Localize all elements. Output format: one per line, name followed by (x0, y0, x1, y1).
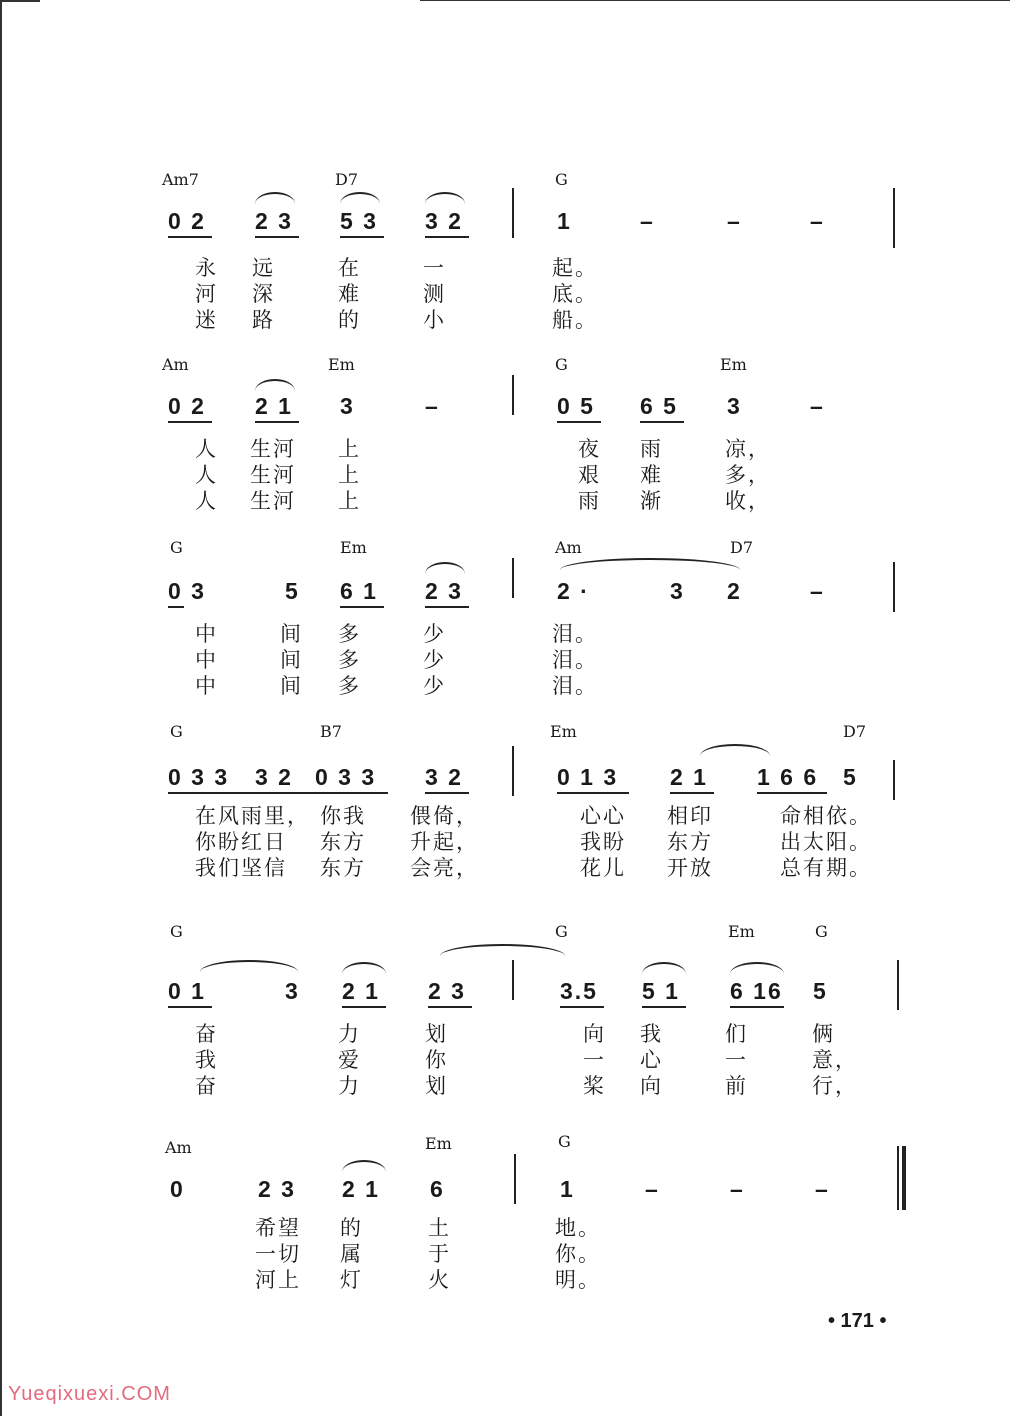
underline (425, 792, 469, 794)
underline (425, 606, 469, 608)
note-group: 2 3 (425, 578, 463, 604)
system-2 (0, 355, 1010, 515)
lyric: 俩 (812, 1022, 835, 1046)
chord: Am (162, 355, 189, 374)
chord: D7 (730, 538, 754, 557)
chord: G (555, 922, 568, 941)
barline (893, 760, 895, 800)
chord: B7 (320, 722, 342, 741)
underline (255, 421, 299, 423)
chord: Em (720, 355, 747, 374)
lyric: 们 (725, 1022, 748, 1046)
lyric: 桨 (583, 1074, 606, 1098)
lyric: 会亮， (410, 856, 479, 880)
chord: G (558, 1132, 571, 1151)
underline (168, 421, 212, 423)
lyric: 升起， (410, 830, 479, 854)
lyric: 奋 (195, 1022, 218, 1046)
lyric: 命相依。 (780, 804, 872, 828)
lyric: 划 (425, 1074, 448, 1098)
underline (670, 792, 714, 794)
note-group: 2 1 (342, 1176, 380, 1202)
lyric: 总有期。 (780, 856, 872, 880)
lyric: 偎倚， (410, 804, 479, 828)
chord: G (170, 922, 183, 941)
underline (557, 421, 601, 423)
note-group: 2 1 (670, 764, 708, 790)
chord: Em (328, 355, 355, 374)
chord: Em (550, 722, 577, 741)
lyric: 中 (195, 648, 218, 672)
barline (512, 746, 514, 796)
barline (512, 558, 514, 598)
watermark: Yueqixuexi.COM (8, 1383, 171, 1405)
lyric: 上 (338, 489, 361, 513)
lyric: 泪。 (552, 622, 598, 646)
note-group: 2 (727, 578, 742, 604)
lyric: 多， (725, 463, 771, 487)
underline (560, 1006, 604, 1008)
system-5 (0, 922, 1010, 1098)
lyric: 难 (338, 282, 361, 306)
lyric: 力 (338, 1074, 361, 1098)
lyric: 属 (340, 1242, 363, 1266)
lyric: 土 (428, 1216, 451, 1240)
slur (560, 558, 740, 570)
lyric: 人 (195, 489, 218, 513)
lyric: 东方 (320, 830, 366, 854)
slur (440, 944, 565, 956)
lyric: 少 (423, 674, 446, 698)
page-number: • 171 • (828, 1310, 887, 1332)
lyric: 你 (425, 1048, 448, 1072)
note-group: – (425, 393, 440, 419)
lyric: 永 (195, 256, 218, 280)
lyric: 小 (423, 308, 446, 332)
lyric: 艰 (578, 463, 601, 487)
lyric: 我盼 (580, 830, 626, 854)
chord: Em (728, 922, 755, 941)
lyric: 中 (195, 674, 218, 698)
note-group: 0 3 (168, 578, 206, 604)
barline (514, 1154, 516, 1204)
lyric: 间 (280, 648, 303, 672)
barline (893, 188, 895, 248)
lyric: 一切 (255, 1242, 301, 1266)
note-group: 5 (843, 764, 858, 790)
lyric: 在风雨里， (195, 804, 310, 828)
lyric: 你。 (555, 1242, 601, 1266)
slur (255, 192, 295, 204)
lyric: 心心 (580, 804, 626, 828)
lyric: 底。 (552, 282, 598, 306)
lyric: 雨 (640, 437, 663, 461)
chord: G (555, 355, 568, 374)
lyric: 明。 (555, 1268, 601, 1292)
slur (700, 744, 770, 756)
lyric: 远 (252, 256, 275, 280)
lyric: 船。 (552, 308, 598, 332)
lyric: 渐 (640, 489, 663, 513)
lyric: 河 (195, 282, 218, 306)
note-group: 0 1 (168, 978, 206, 1004)
system-4 (0, 722, 1010, 892)
note-group: – (730, 1176, 745, 1202)
lyric: 相印 (667, 804, 713, 828)
lyric: 收， (725, 489, 771, 513)
lyric: 多 (338, 648, 361, 672)
chord: Em (425, 1134, 452, 1153)
slur (342, 962, 386, 974)
slur (425, 192, 465, 204)
note-group: – (810, 208, 825, 234)
chord: G (170, 722, 183, 741)
lyric: 一 (423, 256, 446, 280)
lyric: 生河 (250, 489, 296, 513)
lyric: 我 (640, 1022, 663, 1046)
slur (642, 962, 686, 974)
underline (340, 606, 384, 608)
slur (342, 1160, 386, 1172)
note-group: – (727, 208, 742, 234)
lyric: 开放 (667, 856, 713, 880)
lyric: 雨 (578, 489, 601, 513)
lyric: 人 (195, 463, 218, 487)
note-group: – (815, 1176, 830, 1202)
lyric: 一 (583, 1048, 606, 1072)
underline (168, 1006, 212, 1008)
note-group: 0 3 3 (168, 764, 230, 790)
note-group: – (640, 208, 655, 234)
lyric: 起。 (552, 256, 598, 280)
top-border-left (0, 0, 40, 2)
lyric: 划 (425, 1022, 448, 1046)
chord: Am (555, 538, 582, 557)
note-group: 5 (285, 578, 300, 604)
lyric: 我们坚信 (195, 856, 287, 880)
lyric: 中 (195, 622, 218, 646)
underline (640, 421, 684, 423)
lyric: 一 (725, 1048, 748, 1072)
lyric: 向 (640, 1074, 663, 1098)
lyric: 意， (812, 1048, 858, 1072)
chord: D7 (335, 170, 359, 189)
lyric: 少 (423, 622, 446, 646)
lyric: 前 (725, 1074, 748, 1098)
note-group: 2 3 (428, 978, 466, 1004)
lyric: 东方 (667, 830, 713, 854)
note-group: 0 (170, 1176, 185, 1202)
note-group: 3 2 (255, 764, 293, 790)
barline (512, 960, 514, 1000)
lyric: 深 (252, 282, 275, 306)
note-group: 5 (813, 978, 828, 1004)
note-group: 3 (285, 978, 300, 1004)
note-group: 0 3 3 (315, 764, 377, 790)
note-group: 0 2 (168, 208, 206, 234)
note-group: 6 1 (340, 578, 378, 604)
note-group: 6 16 (730, 978, 783, 1004)
lyric: 心 (640, 1048, 663, 1072)
final-barline-thin (897, 1146, 899, 1210)
lyric: 夜 (578, 437, 601, 461)
lyric: 向 (583, 1022, 606, 1046)
lyric: 迷 (195, 308, 218, 332)
note-group: 2 1 (255, 393, 293, 419)
underline (730, 1006, 784, 1008)
note-group: 2 1 (342, 978, 380, 1004)
lyric: 泪。 (552, 648, 598, 672)
chord: G (170, 538, 183, 557)
barline (512, 188, 514, 238)
lyric: 测 (423, 282, 446, 306)
lyric: 地。 (555, 1216, 601, 1240)
underline (642, 1006, 686, 1008)
system-1 (0, 170, 1010, 340)
underline (425, 236, 469, 238)
system-6 (0, 1132, 1010, 1302)
lyric: 多 (338, 674, 361, 698)
lyric: 爱 (338, 1048, 361, 1072)
lyric: 的 (340, 1216, 363, 1240)
lyric: 生河 (250, 463, 296, 487)
lyric: 你我 (320, 804, 366, 828)
chord: D7 (843, 722, 867, 741)
note-group: 3.5 (560, 978, 598, 1004)
lyric: 花儿 (580, 856, 626, 880)
chord: Em (340, 538, 367, 557)
lyric: 上 (338, 437, 361, 461)
lyric: 灯 (340, 1268, 363, 1292)
lyric: 泪。 (552, 674, 598, 698)
note-group: 2 3 (258, 1176, 296, 1202)
note-group: 6 5 (640, 393, 678, 419)
lyric: 火 (428, 1268, 451, 1292)
underline (168, 792, 388, 794)
barline (512, 375, 514, 415)
underline (168, 606, 184, 608)
lyric: 多 (338, 622, 361, 646)
underline (428, 1006, 472, 1008)
note-group: 3 (340, 393, 355, 419)
lyric: 间 (280, 674, 303, 698)
chord: Am (165, 1138, 192, 1157)
chord: Am7 (162, 170, 199, 189)
note-group: 3 (670, 578, 685, 604)
slur (200, 960, 298, 972)
lyric: 生河 (250, 437, 296, 461)
system-3 (0, 538, 1010, 698)
underline (255, 236, 299, 238)
lyric: 路 (252, 308, 275, 332)
slur (340, 192, 380, 204)
lyric: 的 (338, 308, 361, 332)
note-group: 5 1 (642, 978, 680, 1004)
lyric: 少 (423, 648, 446, 672)
underline (757, 792, 827, 794)
lyric: 东方 (320, 856, 366, 880)
note-group: 1 (557, 208, 572, 234)
barline (893, 562, 895, 612)
lyric: 出太阳。 (780, 830, 872, 854)
note-group: – (645, 1176, 660, 1202)
slur (730, 962, 784, 974)
lyric: 希望 (255, 1216, 301, 1240)
underline (168, 236, 212, 238)
slur (255, 379, 295, 391)
lyric: 你盼红日 (195, 830, 287, 854)
note-group: 2 3 (255, 208, 293, 234)
note-group: 5 3 (340, 208, 378, 234)
note-group: – (810, 393, 825, 419)
barline (897, 960, 899, 1010)
note-group: 3 (727, 393, 742, 419)
lyric: 上 (338, 463, 361, 487)
lyric: 力 (338, 1022, 361, 1046)
top-border-right (420, 0, 1010, 1)
note-group: 0 2 (168, 393, 206, 419)
lyric: 人 (195, 437, 218, 461)
underline (557, 792, 629, 794)
lyric: 在 (338, 256, 361, 280)
note-group: 3 2 (425, 764, 463, 790)
lyric: 河上 (255, 1268, 301, 1292)
lyric: 间 (280, 622, 303, 646)
chord: G (815, 922, 828, 941)
lyric: 我 (195, 1048, 218, 1072)
underline (342, 1006, 386, 1008)
underline (340, 236, 384, 238)
note-group: 1 (560, 1176, 575, 1202)
note-group: 3 2 (425, 208, 463, 234)
lyric: 奋 (195, 1074, 218, 1098)
note-group: 1 6 6 (757, 764, 819, 790)
lyric: 于 (428, 1242, 451, 1266)
note-group: 0 5 (557, 393, 595, 419)
note-group: 2 · (557, 578, 590, 604)
note-group: 6 (430, 1176, 445, 1202)
lyric: 凉， (725, 437, 771, 461)
lyric: 难 (640, 463, 663, 487)
final-barline-thick (902, 1146, 906, 1210)
lyric: 行， (812, 1074, 858, 1098)
note-group: – (810, 578, 825, 604)
note-group: 0 1 3 (557, 764, 619, 790)
slur (425, 562, 465, 574)
chord: G (555, 170, 568, 189)
